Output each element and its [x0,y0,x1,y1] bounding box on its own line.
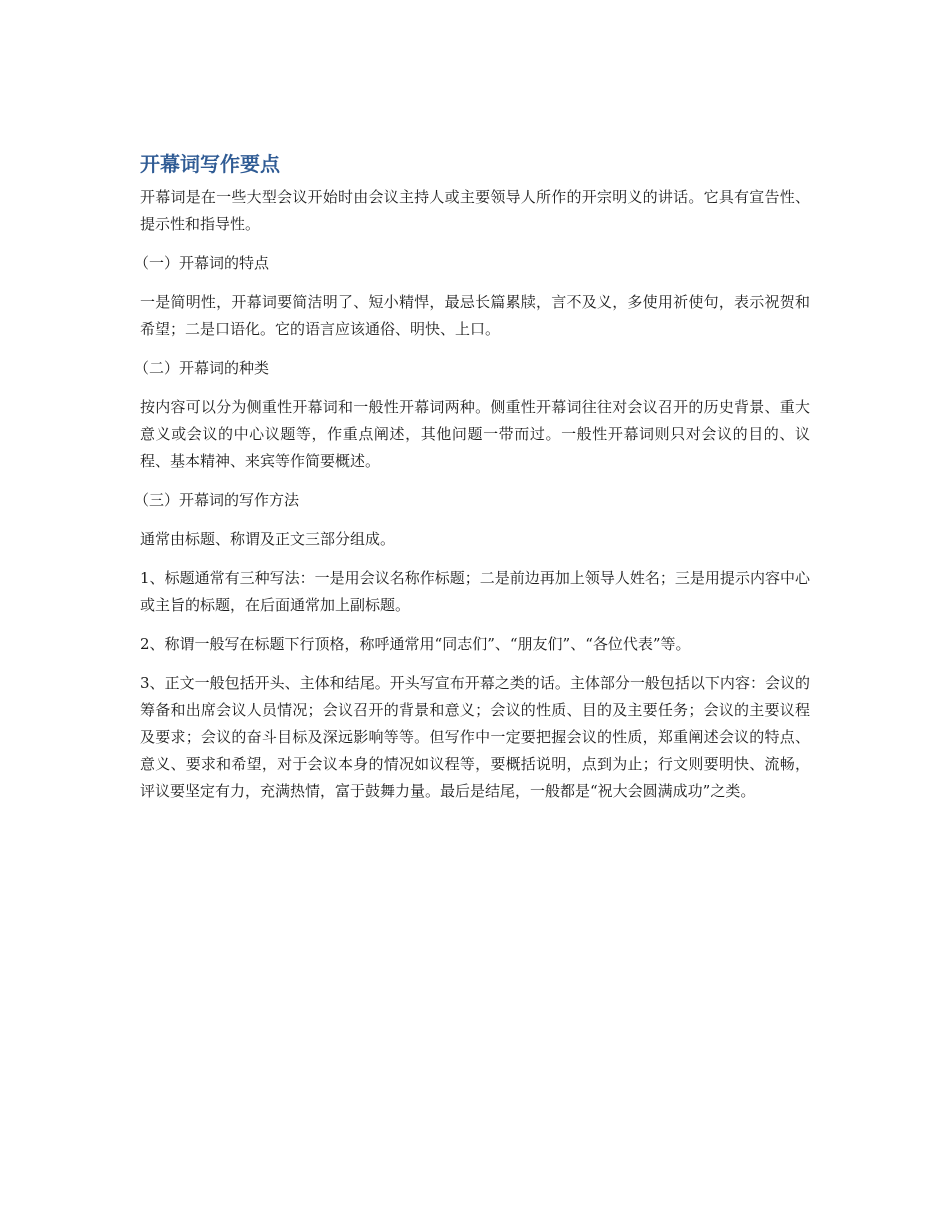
section-heading-types: （二）开幕词的种类 [134,359,270,377]
section-body-types: 按内容可以分为侧重性开幕词和一般性开幕词两种。侧重性开幕词往往对会议召开的历史背景、重大意义或会议的中心议题等，作重点阐述，其他问题一带而过。一般性开幕词则只对会议的目的、议程、基本精神、来宾等作简要概述。 [140,398,810,470]
list-item-salutation: 2、称谓一般写在标题下行顶格，称呼通常用“同志们”、“朋友们”、“各位代表”等。 [140,635,691,653]
document-page [134,150,810,817]
section-body-method: 通常由标题、称谓及正文三部分组成。 [140,530,396,548]
list-item-body-text: 3、正文一般包括开头、主体和结尾。开头写宣布开幕之类的话。主体部分一般包括以下内容：会议的筹备和出席会议人员情况；会议召开的背景和意义；会议的性质、目的及主要任务；会议的主要议程及要求；会议的奋斗目标及深远影响等等。但写作中一定要把握会议的性质，郑重阐述会议的特点、意义、要求和希望，对于会议本身的情况如议程等，要概括说明，点到为止；行文则要明快、流畅，评议要坚定有力，充满热情，富于鼓舞力量。最后是结尾，一般都是“祝大会圆满成功”之类。 [140,674,810,800]
section-heading-method: （三）开幕词的写作方法 [134,491,300,509]
section-body-features: 一是简明性，开幕词要简洁明了、短小精悍，最忌长篇累牍，言不及义，多使用祈使句，表示祝贺和希望；二是口语化。它的语言应该通俗、明快、上口。 [140,293,810,338]
intro-paragraph: 开幕词是在一些大型会议开始时由会议主持人或主要领导人所作的开宗明义的讲话。它具有宣告性、提示性和指导性。 [140,188,810,233]
list-item-title-format: 1、标题通常有三种写法：一是用会议名称作标题；二是前边再加上领导人姓名；三是用提示内容中心或主旨的标题，在后面通常加上副标题。 [140,569,810,614]
document-title: 开幕词写作要点 [140,152,280,176]
section-heading-features: （一）开幕词的特点 [134,254,270,272]
